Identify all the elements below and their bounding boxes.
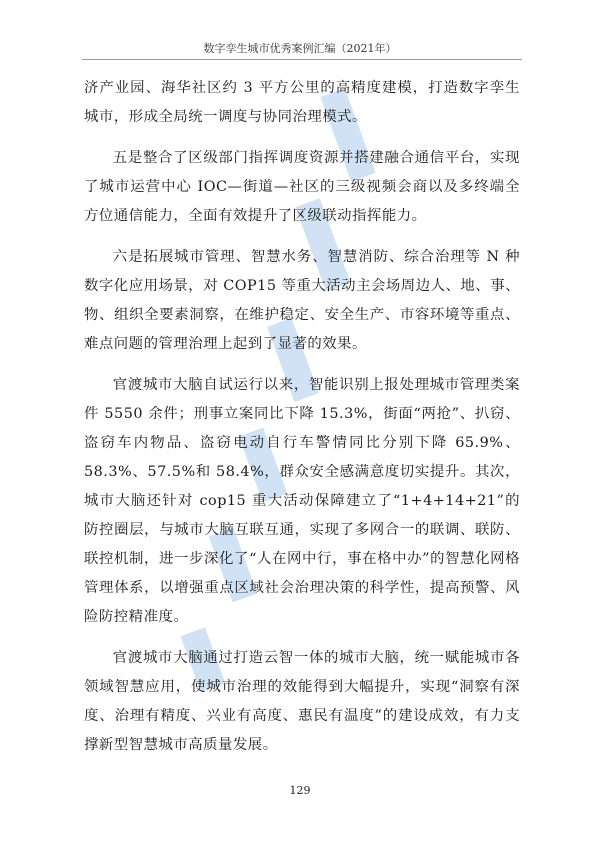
paragraph: 六是拓展城市管理、智慧水务、智慧消防、综合治理等 N 种数字化应用场景，对 COP15 等重大活动主会场周边人、地、事、物、组织全要素洞察，在维护稳定、安全生产、市容环境等重点、难点问题的管理治理上起到了显著的效果。 bbox=[84, 249, 520, 352]
document-body bbox=[84, 74, 520, 772]
paragraph: 官渡城市大脑通过打造云智一体的城市大脑，统一赋能城市各领域智慧应用，使城市治理的效能得到大幅提升，实现“洞察有深度、治理有精度、兴业有高度、惠民有温度”的建设成效，有力支撑新型智慧城市高质量发展。 bbox=[84, 650, 520, 753]
paragraph: 官渡城市大脑自试运行以来，智能识别上报处理城市管理类案件 5550 余件；刑事立案同比下降 15.3%，街面“两抢”、扒窃、盗窃车内物品、盗窃电动自行车警情同比分别下降 65.9%、58.3%、57.5%和 58.4%，群众安全感满意度切实提升。其次，城市大脑还针对 cop15 重大活动保障建立了“1+4+14+21”的防控圈层，与城市大脑互联互通，实现了多网合一的联调、联防、联控机制，进一步深化了“人在网中行，事在格中办”的智慧化网格管理体系，以增强重点区域社会治理决策的科学性，提高预警、风险防控精准度。 bbox=[84, 377, 520, 625]
paragraph: 济产业园、海华社区约 3 平方公里的高精度建模，打造数字孪生城市，形成全局统一调度与协同治理模式。 bbox=[84, 80, 520, 125]
page-number: 129 bbox=[289, 784, 311, 797]
running-header: 数字孪生城市优秀案例汇编（2021年） bbox=[203, 42, 397, 55]
paragraph: 五是整合了区级部门指挥调度资源并搭建融合通信平台，实现了城市运营中心 IOC—街道—社区的三级视频会商以及多终端全方位通信能力，全面有效提升了区级联动指挥能力。 bbox=[84, 150, 520, 224]
header-divider bbox=[82, 59, 522, 60]
